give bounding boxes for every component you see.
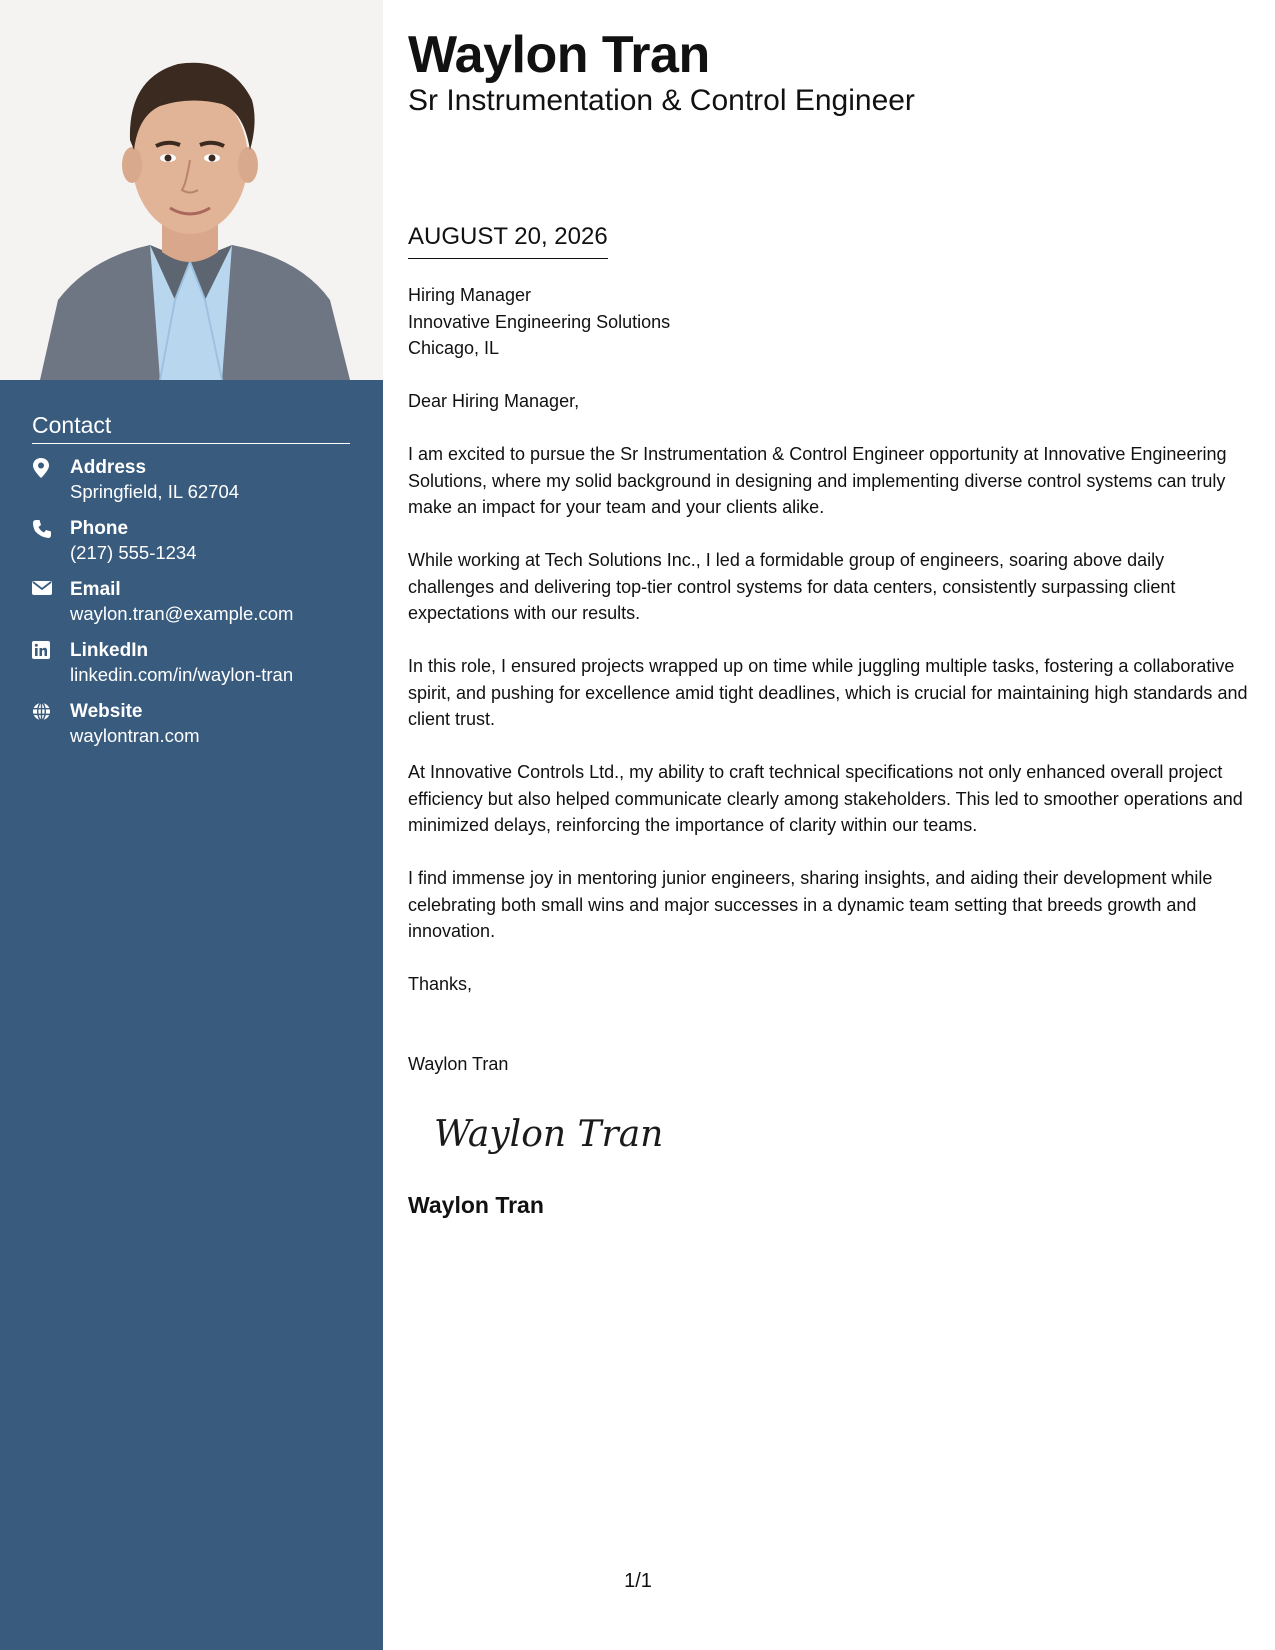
- contact-label: Email: [70, 579, 121, 600]
- sidebar: [0, 0, 383, 1650]
- linkedin-icon: [32, 639, 70, 659]
- job-title: Sr Instrumentation & Control Engineer: [408, 84, 915, 117]
- applicant-name: Waylon Tran: [408, 26, 710, 84]
- recipient-block: [408, 282, 1253, 362]
- contact-label: Address: [70, 457, 147, 478]
- signature-name: Waylon Tran: [408, 1192, 544, 1218]
- paragraph: While working at Tech Solutions Inc., I led a formidable group of engineers, soaring above daily challenges and delivering top-tier control systems for data centers, consistently surpassing client expectations with our results.: [408, 550, 1176, 623]
- contact-item-website: [32, 700, 350, 748]
- profile-photo-portrait: [0, 0, 383, 380]
- phone-icon: [32, 517, 70, 539]
- paragraph: In this role, I ensured projects wrapped up on time while juggling multiple tasks, fostering a collaborative spirit, and pushing for excellence amid tight deadlines, which is crucial for maintaining high standards and client trust.: [408, 656, 1248, 729]
- recipient-line: Hiring Manager: [408, 285, 532, 305]
- paragraph: At Innovative Controls Ltd., my ability to craft technical specifications not only enhanced overall project efficiency but also helped communicate clearly among stakeholders. This led to smoother operations and minimized delays, reinforcing the importance of clarity within our teams.: [408, 762, 1243, 835]
- recipient-line: Chicago, IL: [408, 338, 500, 358]
- closing: Thanks,: [408, 974, 473, 994]
- location-pin-icon: [32, 456, 70, 478]
- contact-value: (217) 555-1234: [70, 542, 197, 563]
- letter-date: AUGUST 20, 2026: [408, 222, 608, 259]
- contact-value: Springfield, IL 62704: [70, 481, 240, 502]
- contact-item-linkedin: [32, 639, 350, 687]
- signoff-name: Waylon Tran: [408, 1053, 509, 1074]
- greeting: Dear Hiring Manager,: [408, 391, 580, 411]
- handwritten-signature: [434, 1102, 674, 1162]
- page-number: 1/1: [624, 1570, 652, 1592]
- contact-label: Website: [70, 701, 143, 722]
- globe-icon: [32, 700, 70, 721]
- contact-item-address: [32, 456, 350, 504]
- contact-item-phone: [32, 517, 350, 565]
- profile-photo: [0, 0, 383, 380]
- paragraph: I am excited to pursue the Sr Instrumentation & Control Engineer opportunity at Innovative Engineering Solutions, where my solid background in designing and implementing diverse control systems can truly make an impact for your team and your clients alike.: [408, 444, 1227, 517]
- contact-label: LinkedIn: [70, 640, 149, 661]
- contact-item-email: [32, 578, 350, 626]
- paragraph: I find immense joy in mentoring junior engineers, sharing insights, and aiding their development while celebrating both small wins and major successes in a dynamic team setting that breeds growth and innovation.: [408, 868, 1213, 941]
- contact-heading: Contact: [32, 412, 350, 444]
- signature-text: Waylon Tran: [434, 1114, 664, 1155]
- contact-value: waylontran.com: [70, 725, 200, 746]
- letter-body: [408, 282, 1253, 1104]
- contact-section: [32, 412, 350, 761]
- contact-label: Phone: [70, 518, 129, 539]
- recipient-line: Innovative Engineering Solutions: [408, 311, 671, 332]
- envelope-icon: [32, 578, 70, 596]
- contact-value: linkedin.com/in/waylon-tran: [70, 664, 294, 685]
- contact-value: waylon.tran@example.com: [70, 603, 294, 624]
